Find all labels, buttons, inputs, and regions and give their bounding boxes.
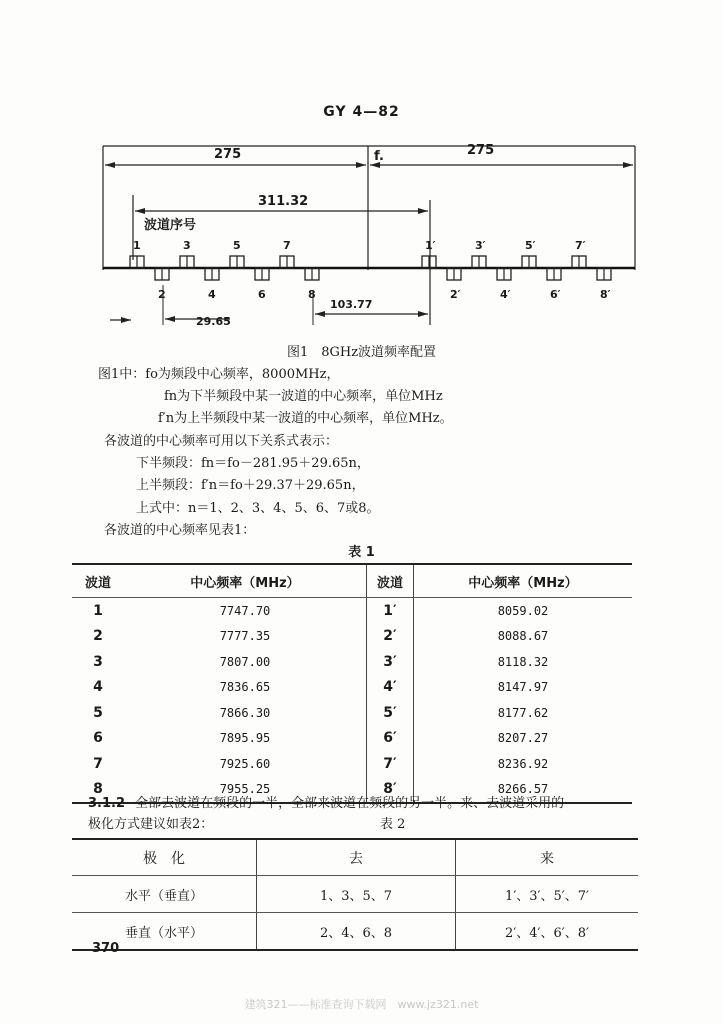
table-row bbox=[72, 876, 638, 913]
para-text-1: 全部去波道在频段的一半，全部来波道在频段的另一半。来、去波道采用的 bbox=[135, 796, 565, 811]
table-row bbox=[72, 675, 632, 701]
table1-cell: 3 bbox=[93, 653, 103, 670]
channel-label: 7′ bbox=[575, 239, 586, 252]
table1-cell: 7777.35 bbox=[124, 624, 367, 650]
table1-cell: 8059.02 bbox=[497, 603, 549, 618]
channel-seq-label: 波道序号 bbox=[144, 218, 197, 233]
table-row bbox=[72, 700, 632, 726]
table2-cell: 1、3、5、7 bbox=[257, 876, 456, 913]
channel-label: 3 bbox=[183, 239, 191, 252]
table1-cell: 2′ bbox=[367, 624, 414, 650]
table1-cell: 1 bbox=[93, 602, 103, 619]
page-header: GY 4—82 bbox=[323, 104, 400, 120]
table1-cell: 8236.92 bbox=[497, 756, 549, 771]
channel-label: 6′ bbox=[550, 288, 561, 301]
channel-label: 2′ bbox=[450, 288, 461, 301]
table1-cell: 7′ bbox=[367, 751, 414, 777]
figure-caption: 图1 8GHz波道频率配置 bbox=[286, 345, 437, 360]
table1-cell: 8266.57 bbox=[414, 777, 633, 804]
table1-cell: 7836.65 bbox=[124, 675, 367, 701]
table1-cell: 3′ bbox=[367, 649, 414, 675]
channel-label: 7 bbox=[283, 239, 291, 252]
table1-cell: 7 bbox=[93, 755, 103, 772]
center-freq-label: f. bbox=[374, 149, 384, 164]
note-line-8: 各波道的中心频率见表1： bbox=[104, 523, 256, 538]
channel-label: 5 bbox=[233, 239, 241, 252]
table1-cell: 4′ bbox=[367, 675, 414, 701]
dim-spacing-label: 29.65 bbox=[196, 315, 231, 328]
note-line-5: 下半频段：fn＝fo－281.95＋29.65n， bbox=[136, 456, 370, 471]
table1-cell: 8207.27 bbox=[497, 731, 549, 746]
section-number: 3.1.2 bbox=[88, 796, 126, 811]
table1-channel-frequencies bbox=[72, 563, 632, 804]
watermark: 建筑321——标准查询下载网 www.jz321.net bbox=[244, 998, 479, 1011]
table-row bbox=[72, 598, 632, 624]
table1-title: 表 1 bbox=[348, 545, 375, 560]
table1-header-frequency: 中心频率（MHz） bbox=[124, 564, 367, 598]
note-line-3: f′n为上半频段中某一波道的中心频率，单位MHz。 bbox=[158, 411, 453, 426]
note-line-4: 各波道的中心频率可用以下关系式表示： bbox=[104, 434, 339, 449]
table1-cell: 4 bbox=[93, 679, 103, 696]
table1-cell: 7866.30 bbox=[124, 700, 367, 726]
table1-cell: 6 bbox=[93, 730, 103, 747]
dim-right-label: 275 bbox=[467, 143, 495, 158]
table1-header-frequency-2: 中心频率（MHz） bbox=[414, 564, 633, 598]
table1-cell: 7925.60 bbox=[124, 751, 367, 777]
para-3-1-2-line-2: 极化方式建议如表2： bbox=[88, 817, 214, 832]
channel-label: 6 bbox=[258, 288, 266, 301]
channel-label: 8′ bbox=[600, 288, 611, 301]
table1-cell: 8 bbox=[72, 777, 124, 804]
table2-cell: 1′、3′、5′、7′ bbox=[456, 876, 639, 913]
table1-cell: 2 bbox=[93, 628, 103, 645]
channel-label: 1′ bbox=[425, 239, 436, 252]
table1-cell: 1′ bbox=[367, 598, 414, 624]
table1-cell: 8′ bbox=[367, 777, 414, 804]
table2-cell: 2′、4′、6′、8′ bbox=[456, 913, 639, 951]
dim-offset-label: 311.32 bbox=[258, 194, 309, 209]
channel-label: 3′ bbox=[475, 239, 486, 252]
channel-label: 4′ bbox=[500, 288, 511, 301]
table2-cell: 垂直（水平） bbox=[72, 913, 257, 951]
note-line-6: 上半频段：f′n＝fo＋29.37＋29.65n， bbox=[136, 478, 365, 493]
table1-header-channel-2: 波道 bbox=[367, 564, 414, 598]
table1-cell: 8088.67 bbox=[497, 629, 549, 644]
para-3-1-2-line-1 bbox=[88, 792, 564, 811]
table2-cell: 2、4、6、8 bbox=[257, 913, 456, 951]
note-line-7: 上式中：n＝1、2、3、4、5、6、7或8。 bbox=[136, 501, 380, 516]
table1-cell: 7747.70 bbox=[124, 598, 367, 624]
channel-label: 8 bbox=[308, 288, 316, 301]
table1-cell: 7955.25 bbox=[124, 777, 367, 804]
table2-cell: 水平（垂直） bbox=[72, 876, 257, 913]
table1-cell: 5 bbox=[93, 704, 103, 721]
table1-header-channel: 波道 bbox=[72, 564, 124, 598]
note-line-2: fn为下半频段中某一波道的中心频率，单位MHz bbox=[164, 389, 443, 404]
table-row bbox=[72, 624, 632, 650]
table-row bbox=[72, 649, 632, 675]
table1-cell: 7807.00 bbox=[124, 649, 367, 675]
frequency-allocation-figure bbox=[0, 0, 723, 340]
channel-label: 4 bbox=[208, 288, 216, 301]
table1-cell: 5′ bbox=[367, 700, 414, 726]
table2-polarization bbox=[72, 838, 638, 951]
table2-title: 表 2 bbox=[380, 817, 406, 832]
table1-cell: 8147.97 bbox=[497, 680, 549, 695]
table-row bbox=[72, 726, 632, 752]
channel-label: 1 bbox=[133, 239, 141, 252]
table2-header-polarization: 极 化 bbox=[72, 839, 257, 876]
page-number: 370 bbox=[92, 941, 120, 956]
dim-left-label: 275 bbox=[214, 147, 242, 162]
table1-cell: 7895.95 bbox=[124, 726, 367, 752]
dim-gap-label: 103.77 bbox=[330, 298, 373, 311]
table-row bbox=[72, 913, 638, 951]
table-row bbox=[72, 751, 632, 777]
channel-label: 5′ bbox=[525, 239, 536, 252]
note-line-1: 图1中：fo为频段中心频率，8000MHz， bbox=[98, 367, 340, 382]
channel-label: 2 bbox=[158, 288, 166, 301]
table1-cell: 8118.32 bbox=[497, 654, 549, 669]
table2-header-go: 去 bbox=[257, 839, 456, 876]
table2-header-return: 来 bbox=[456, 839, 639, 876]
table1-cell: 6′ bbox=[367, 726, 414, 752]
table1-cell: 8177.62 bbox=[497, 705, 549, 720]
